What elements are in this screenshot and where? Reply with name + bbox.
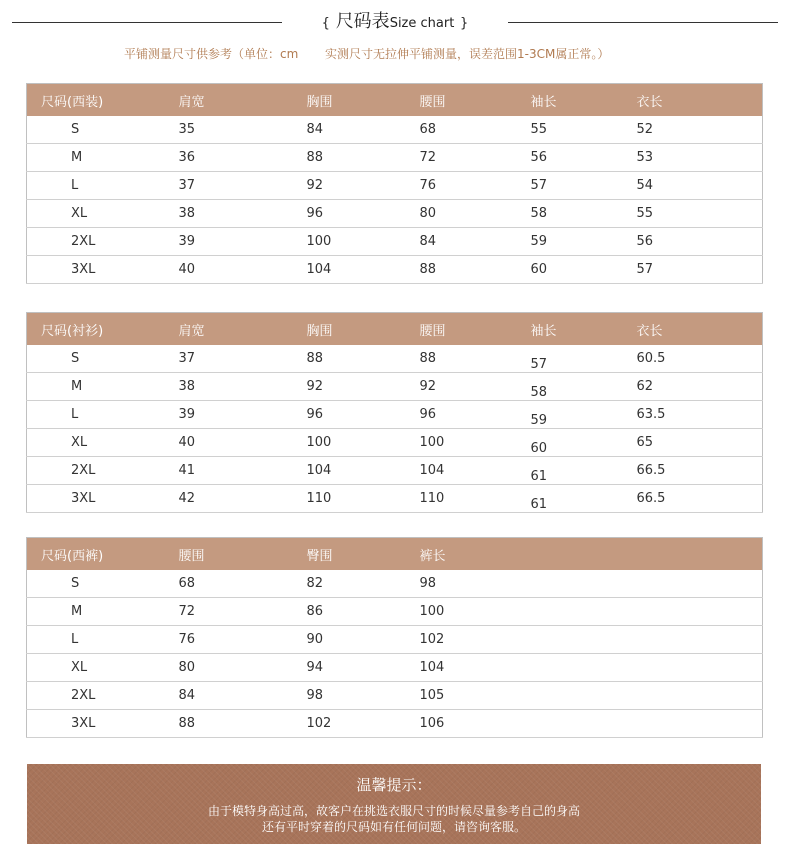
- size-cell: 3XL: [27, 485, 179, 513]
- column-header: 尺码(西装): [27, 84, 179, 117]
- table-row: [27, 172, 763, 200]
- table-cell: [531, 401, 637, 429]
- size-cell: 2XL: [27, 228, 179, 256]
- table-cell: 84: [179, 682, 307, 710]
- table-row: [27, 228, 763, 256]
- table-cell: 100: [420, 429, 531, 457]
- table-cell: 104: [307, 457, 420, 485]
- size-cell: 3XL: [27, 256, 179, 284]
- table-row: [27, 682, 763, 710]
- title-chinese: 尺码表: [335, 11, 390, 32]
- table-cell: 53: [637, 144, 763, 172]
- header-divider-left: [12, 22, 282, 23]
- column-header: 袖长: [531, 84, 637, 117]
- table-cell: 55: [531, 116, 637, 144]
- table-row: [27, 116, 763, 144]
- table-cell: 60.5: [637, 345, 763, 373]
- shirt-size-table: [26, 312, 763, 513]
- size-cell: L: [27, 626, 179, 654]
- note-tolerance: 实测尺寸无拉伸平铺测量，误差范围1-3CM属正常。）: [325, 47, 610, 61]
- table-cell: 76: [420, 172, 531, 200]
- size-cell: XL: [27, 200, 179, 228]
- table-cell: 102: [307, 710, 420, 738]
- sleeve-value: 58: [530, 385, 548, 400]
- table-cell: 38: [179, 373, 307, 401]
- column-header: 臀围: [307, 538, 420, 571]
- table-cell: [531, 457, 637, 485]
- table-cell: 72: [179, 598, 307, 626]
- table-cell: 100: [420, 598, 763, 626]
- table-cell: 84: [307, 116, 420, 144]
- table-cell: 38: [179, 200, 307, 228]
- size-cell: 2XL: [27, 682, 179, 710]
- table-cell: 92: [307, 373, 420, 401]
- note-unit: 平铺测量尺寸供参考（单位：cm: [124, 47, 299, 61]
- table-cell: [531, 485, 637, 513]
- table-row: [27, 401, 763, 429]
- tip-line-2: 还有平时穿着的尺码如有任何问题，请咨询客服。: [261, 820, 526, 834]
- column-header: 腰围: [179, 538, 307, 571]
- column-header: 裤长: [420, 538, 763, 571]
- table-cell: 96: [307, 200, 420, 228]
- size-cell: M: [27, 144, 179, 172]
- table-cell: 54: [637, 172, 763, 200]
- table-cell: 80: [179, 654, 307, 682]
- size-cell: 2XL: [27, 457, 179, 485]
- size-cell: 3XL: [27, 710, 179, 738]
- table-cell: 72: [420, 144, 531, 172]
- table-cell: 110: [307, 485, 420, 513]
- table-cell: [531, 373, 637, 401]
- table-row: [27, 144, 763, 172]
- table-cell: 58: [531, 200, 637, 228]
- table-row: [27, 598, 763, 626]
- table-cell: 57: [531, 172, 637, 200]
- table-cell: 68: [420, 116, 531, 144]
- size-cell: S: [27, 345, 179, 373]
- table-cell: 104: [307, 256, 420, 284]
- tip-title: 温馨提示：: [356, 776, 432, 794]
- size-cell: S: [27, 116, 179, 144]
- table-cell: 96: [420, 401, 531, 429]
- table-cell: 57: [637, 256, 763, 284]
- brace-close: }: [460, 16, 469, 31]
- table-cell: 92: [420, 373, 531, 401]
- size-cell: XL: [27, 429, 179, 457]
- column-header: 胸围: [307, 84, 420, 117]
- table-header-row: [27, 538, 763, 571]
- size-cell: M: [27, 373, 179, 401]
- table-cell: 102: [420, 626, 763, 654]
- table-cell: 36: [179, 144, 307, 172]
- table-cell: 88: [420, 345, 531, 373]
- table-cell: 84: [420, 228, 531, 256]
- table-row: [27, 710, 763, 738]
- table-cell: 88: [307, 345, 420, 373]
- table-cell: 40: [179, 256, 307, 284]
- table-row: [27, 457, 763, 485]
- table-cell: 63.5: [637, 401, 763, 429]
- header-divider-right: [508, 22, 778, 23]
- table-cell: [531, 429, 637, 457]
- table-cell: 66.5: [637, 457, 763, 485]
- size-chart-title: [300, 8, 490, 38]
- tip-line-1: 由于模特身高过高，故客户在挑选衣服尺寸的时候尽量参考自己的身高: [207, 804, 580, 818]
- sleeve-value: 59: [530, 413, 548, 428]
- table-cell: 35: [179, 116, 307, 144]
- table-cell: 104: [420, 654, 763, 682]
- table-cell: 40: [179, 429, 307, 457]
- table-cell: 92: [307, 172, 420, 200]
- table-cell: 60: [531, 256, 637, 284]
- title-english: Size chart: [389, 16, 455, 31]
- table-cell: 76: [179, 626, 307, 654]
- sleeve-value: 60: [530, 441, 548, 456]
- table-cell: 98: [307, 682, 420, 710]
- table-cell: [531, 345, 637, 373]
- table-cell: 106: [420, 710, 763, 738]
- table-cell: 37: [179, 172, 307, 200]
- table-cell: 96: [307, 401, 420, 429]
- table-header-row: [27, 84, 763, 117]
- table-cell: 86: [307, 598, 420, 626]
- table-cell: 56: [531, 144, 637, 172]
- column-header: 胸围: [307, 313, 420, 346]
- table-cell: 42: [179, 485, 307, 513]
- table-cell: 88: [420, 256, 531, 284]
- table-header-row: [27, 313, 763, 346]
- table-cell: 105: [420, 682, 763, 710]
- column-header: 尺码(衬衫): [27, 313, 179, 346]
- suit-size-table: [26, 83, 763, 284]
- table-cell: 52: [637, 116, 763, 144]
- size-cell: XL: [27, 654, 179, 682]
- table-cell: 94: [307, 654, 420, 682]
- sleeve-value: 61: [530, 469, 548, 484]
- table-cell: 59: [531, 228, 637, 256]
- table-row: [27, 345, 763, 373]
- sleeve-value: 57: [530, 357, 548, 372]
- column-header: 腰围: [420, 313, 531, 346]
- table-cell: 39: [179, 401, 307, 429]
- table-row: [27, 429, 763, 457]
- table-cell: 66.5: [637, 485, 763, 513]
- size-cell: M: [27, 598, 179, 626]
- pants-size-table: [26, 537, 763, 738]
- table-cell: 104: [420, 457, 531, 485]
- size-cell: L: [27, 172, 179, 200]
- tip-banner: [27, 764, 761, 844]
- table-cell: 98: [420, 570, 763, 598]
- table-cell: 68: [179, 570, 307, 598]
- sleeve-value: 61: [530, 497, 548, 512]
- table-row: [27, 256, 763, 284]
- table-cell: 110: [420, 485, 531, 513]
- table-row: [27, 626, 763, 654]
- column-header: 腰围: [420, 84, 531, 117]
- table-cell: 100: [307, 429, 420, 457]
- table-row: [27, 373, 763, 401]
- column-header: 衣长: [637, 313, 763, 346]
- brace-open: {: [321, 16, 330, 31]
- table-cell: 80: [420, 200, 531, 228]
- size-cell: S: [27, 570, 179, 598]
- table-cell: 88: [179, 710, 307, 738]
- table-cell: 100: [307, 228, 420, 256]
- table-row: [27, 485, 763, 513]
- column-header: 尺码(西裤): [27, 538, 179, 571]
- table-row: [27, 570, 763, 598]
- table-cell: 82: [307, 570, 420, 598]
- table-cell: 39: [179, 228, 307, 256]
- column-header: 肩宽: [179, 313, 307, 346]
- table-cell: 41: [179, 457, 307, 485]
- column-header: 袖长: [531, 313, 637, 346]
- table-cell: 56: [637, 228, 763, 256]
- table-cell: 55: [637, 200, 763, 228]
- table-cell: 65: [637, 429, 763, 457]
- column-header: 肩宽: [179, 84, 307, 117]
- size-chart-header: [0, 8, 790, 36]
- table-cell: 90: [307, 626, 420, 654]
- table-cell: 62: [637, 373, 763, 401]
- table-row: [27, 200, 763, 228]
- size-cell: L: [27, 401, 179, 429]
- column-header: 衣长: [637, 84, 763, 117]
- table-cell: 37: [179, 345, 307, 373]
- table-row: [27, 654, 763, 682]
- table-cell: 88: [307, 144, 420, 172]
